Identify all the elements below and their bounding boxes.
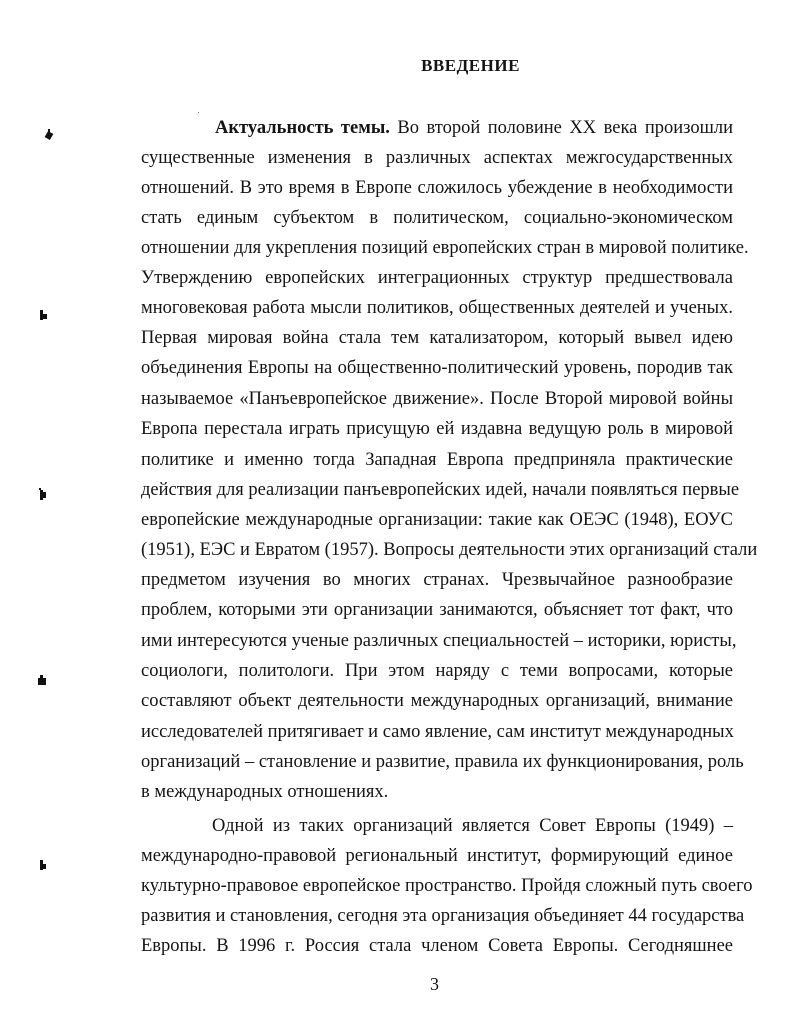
paragraph-1-first-line: [215, 116, 733, 140]
paragraph-line: составляют объект деятельности международных организаций, внимание: [141, 691, 733, 711]
paragraph-line: проблем, которыми эти организации занимаются, объясняет тот факт, что: [141, 600, 733, 620]
paragraph-line: предметом изучения во многих странах. Чрезвычайное разнообразие: [141, 570, 733, 590]
paragraph-line: Первая мировая война стала тем катализатором, который вывел идею: [141, 328, 733, 348]
paragraph-2-first-line: Одной из таких организаций является Совет Европы (1949) –: [212, 816, 733, 836]
paragraph-line: многовековая работа мысли политиков, общественных деятелей и ученых.: [141, 298, 733, 318]
paragraph-line: организаций – становление и развитие, правила их функционирования, роль: [141, 752, 744, 772]
paragraph-line: политике и именно тогда Западная Европа предприняла практические: [141, 450, 733, 470]
paragraph-line: существенные изменения в различных аспектах межгосударственных: [141, 148, 733, 168]
paragraph-line: международно-правовой региональный институт, формирующий единое: [141, 846, 733, 866]
paragraph-line: социологи, политологи. При этом наряду с теми вопросами, которые: [141, 661, 733, 681]
paragraph-line: действия для реализации панъевропейских идей, начали появляться первые: [141, 480, 740, 500]
section-lead: Актуальность темы.: [215, 118, 390, 138]
paragraph-text: Во второй половине XX века произошли: [389, 118, 733, 138]
paragraph-line: Европы. В 1996 г. Россия стала членом Совета Европы. Сегодняшнее: [141, 936, 733, 956]
paragraph-line: отношении для укрепления позиций европейских стран в мировой политике.: [141, 238, 749, 258]
page-number: 3: [430, 974, 439, 994]
paragraph-line: развития и становления, сегодня эта организация объединяет 44 государства: [141, 906, 745, 926]
paragraph-line: в международных отношениях.: [141, 782, 389, 802]
paragraph-line: называемое «Панъевропейское движение». После Второй мировой войны: [141, 389, 733, 409]
page-title: ВВЕДЕНИЕ: [421, 56, 520, 75]
paragraph-line: культурно-правовое европейское пространство. Пройдя сложный путь своего: [141, 876, 753, 896]
paragraph-line: исследователей притягивает и само явление, сам институт международных: [141, 722, 734, 742]
paragraph-line: Европа перестала играть присущую ей издавна ведущую роль в мировой: [141, 419, 733, 439]
paragraph-line: ими интересуются ученые различных специальностей – историки, юристы,: [141, 631, 737, 651]
paragraph-line: (1951), ЕЭС и Евратом (1957). Вопросы деятельности этих организаций стали: [141, 540, 758, 560]
paragraph-line: стать единым субъектом в политическом, социально-экономическом: [141, 208, 733, 228]
paragraph-line: Утверждению европейских интеграционных структур предшествовала: [141, 268, 733, 288]
paragraph-line: отношений. В это время в Европе сложилось убеждение в необходимости: [141, 178, 733, 198]
paragraph-line: объединения Европы на общественно-политический уровень, породив так: [141, 358, 733, 378]
paragraph-line: европейские международные организации: такие как ОЕЭС (1948), ЕОУС: [141, 510, 733, 530]
